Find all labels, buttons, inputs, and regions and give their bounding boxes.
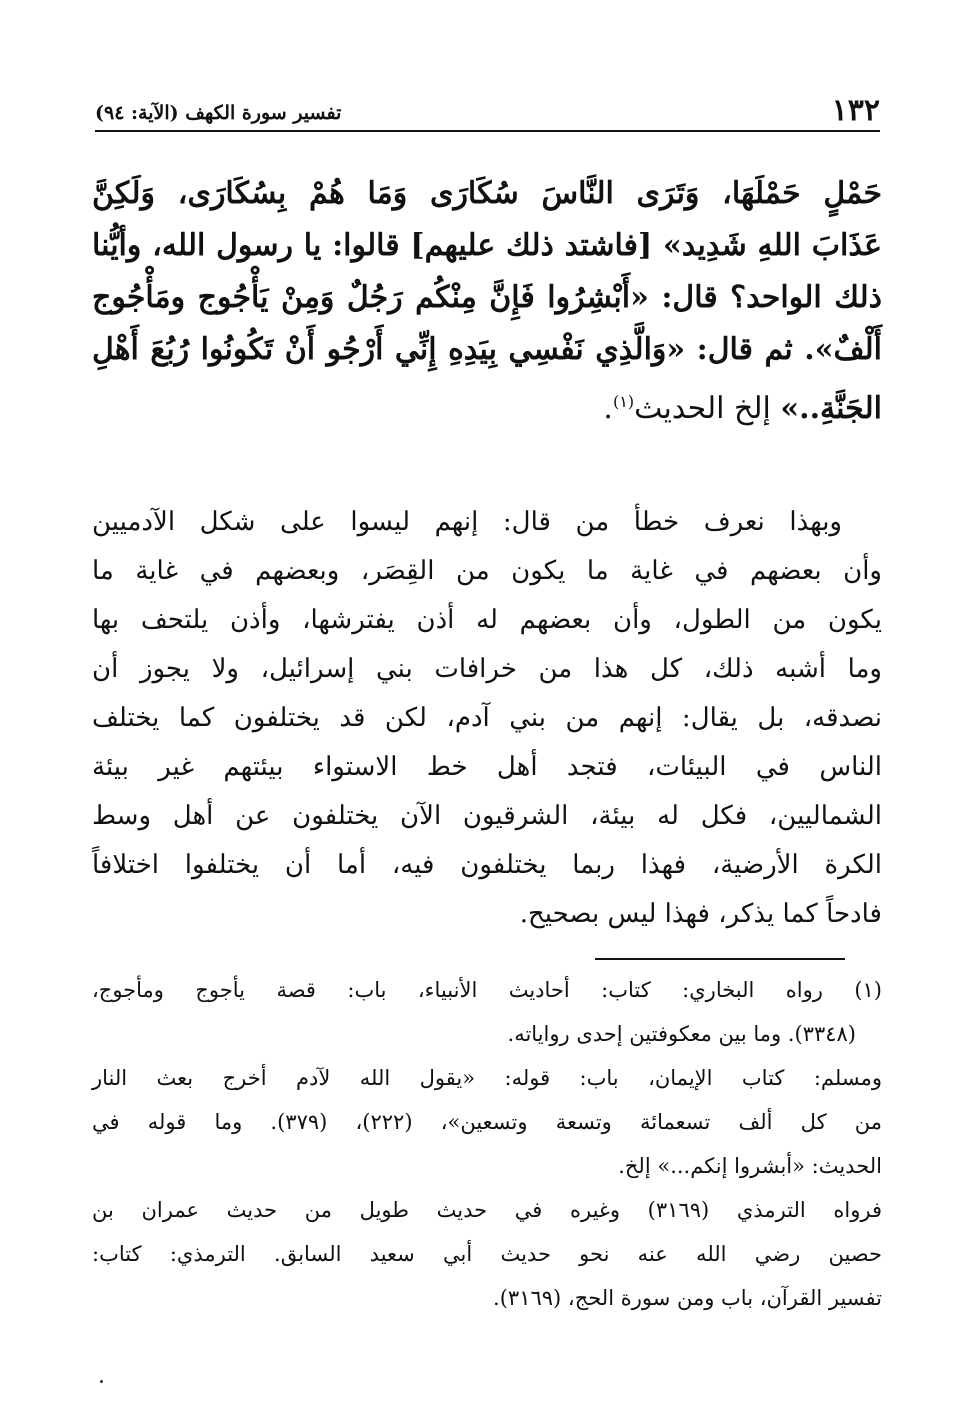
body-line: يكون من الطول، وأن بعضهم له أذن يفترشها، وأذن يلتحف بها [92, 605, 882, 635]
quote-line: عَذَابَ اللهِ شَدِيد» [فاشتد ذلك عليهم] قالوا: يا رسول الله، وأيُّنا [92, 228, 882, 263]
footnote-line: حصين رضي الله عنه نحو حديث أبي سعيد السابق. الترمذي: كتاب: [92, 1242, 882, 1266]
quote-line: حَمْلٍ حَمْلَهَا، وَتَرَى النَّاسَ سُكَارَى وَمَا هُمْ بِسُكَارَى، وَلَكِنَّ [92, 176, 882, 211]
page-header [95, 88, 880, 128]
page-number: ١٣٢ [831, 93, 880, 128]
body-line: الشماليين، فكل له بيئة، الشرقيون الآن يختلفون عن أهل وسط [92, 801, 882, 831]
footnote-line: ومسلم: كتاب الإيمان، باب: قوله: «يقول الله لآدم أخرج بعث النار [92, 1066, 882, 1090]
footnote-line: (١) رواه البخاري: كتاب: أحاديث الأنبياء، باب: قصة يأجوج ومأجوج، [92, 978, 882, 1002]
footnote-line: فرواه الترمذي (٣١٦٩) وغيره في حديث طويل من حديث عمران بن [92, 1198, 882, 1222]
quote-last-line [92, 376, 882, 428]
footnote-line: (٣٣٤٨). وما بين معكوفتين إحدى رواياته. [507, 1022, 856, 1046]
footnotes [92, 968, 882, 1320]
header-rule [95, 130, 880, 132]
body-line: وما أشبه ذلك، كل هذا من خرافات بني إسرائيل، ولا يجوز أن [92, 654, 882, 684]
footnote-separator [595, 958, 845, 960]
commentary-paragraph [92, 498, 882, 939]
quote-last-bold: الجَنَّةِ..» [780, 391, 882, 426]
quote-last-end: . [603, 391, 613, 426]
quote-line: ذلك الواحد؟ قال: «أَبْشِرُوا فَإِنَّ مِنْكُم رَجُلٌ وَمِنْ يَأْجُوج ومَأْجُوج [92, 280, 882, 315]
footnote-line: من كل ألف تسعمائة وتسعة وتسعين»، (٢٢٢)، (٣٧٩). وما قوله في [92, 1110, 882, 1134]
scan-speck [100, 1380, 103, 1383]
quote-last-normal: إلخ الحديث [634, 391, 781, 426]
footnote-line: الحديث: «أبشروا إنكم...» إلخ. [618, 1154, 882, 1178]
body-line: وأن بعضهم في غاية ما يكون من القِصَر، وبعضهم في غاية ما [92, 556, 882, 586]
body-line: الناس في البيئات، فتجد أهل خط الاستواء بيئتهم غير بيئة [92, 752, 882, 782]
footnote-line: تفسير القرآن، باب ومن سورة الحج، (٣١٦٩). [493, 1286, 882, 1310]
body-line: نصدقه، بل يقال: إنهم من بني آدم، لكن قد يختلفون كما يختلف [92, 703, 882, 733]
hadith-quote-block [92, 168, 882, 428]
body-line: وبهذا نعرف خطأ من قال: إنهم ليسوا على شكل الآدميين [92, 507, 842, 537]
body-line: الكرة الأرضية، فهذا ربما يختلفون فيه، أما أن يختلفوا اختلافاً [92, 850, 882, 880]
running-title: تفسير سورة الكهف (الآية: ٩٤) [95, 102, 342, 124]
body-line: فادحاً كما يذكر، فهذا ليس بصحيح. [519, 899, 882, 929]
quote-line: أَلْفٌ». ثم قال: «وَالَّذِي نَفْسِي بِيَدِهِ إِنِّي أَرْجُو أَنْ تَكُونُوا رُبُعَ أَهْلِ [92, 332, 882, 367]
footnote-reference: (١) [612, 392, 635, 411]
